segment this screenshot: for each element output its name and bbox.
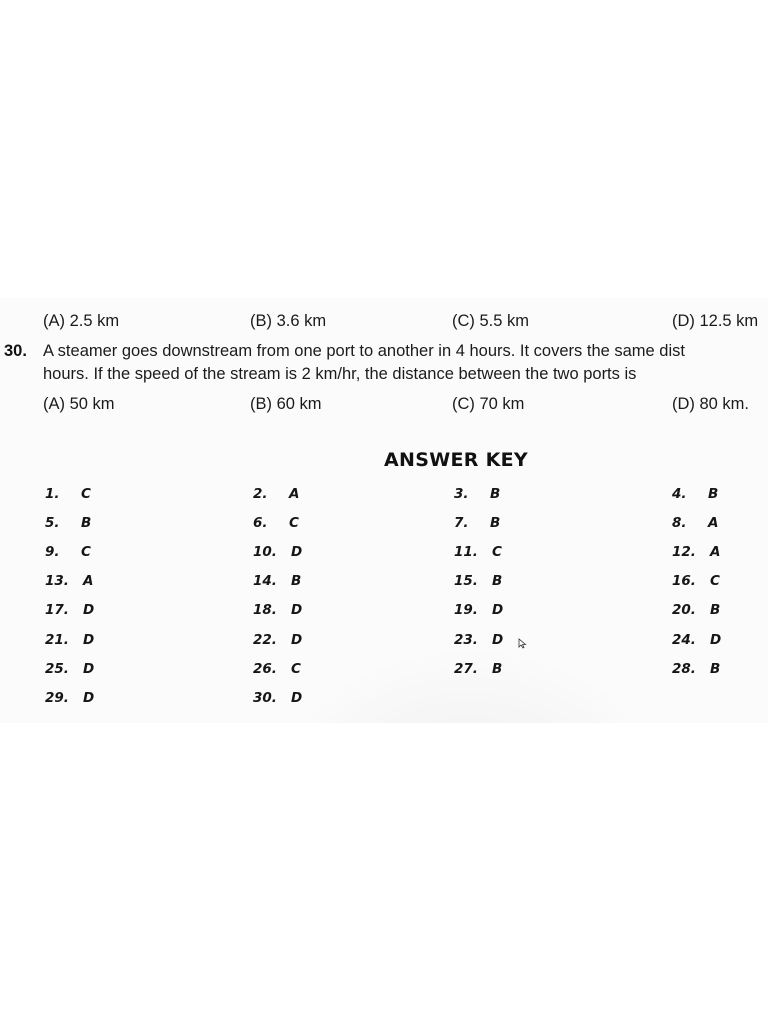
q29-option-b: (B) 3.6 km	[250, 312, 327, 330]
answer-letter: B	[492, 660, 503, 677]
answer-key-item	[454, 632, 503, 648]
answer-number: 25.	[45, 660, 69, 677]
answer-key-item	[454, 573, 502, 589]
answer-key-item	[253, 632, 302, 648]
answer-key-item	[253, 544, 302, 560]
q30-option-a: (A) 50 km	[43, 395, 115, 413]
answer-number: 10.	[253, 544, 277, 561]
answer-letter: D	[83, 689, 95, 706]
scanned-document	[0, 298, 768, 723]
answer-key-item	[45, 661, 94, 677]
answer-letter: A	[83, 573, 94, 590]
mouse-cursor-icon	[518, 638, 527, 649]
answer-number: 3.	[454, 486, 469, 502]
answer-number: 24.	[672, 631, 696, 648]
q30-text-line1: A steamer goes downstream from one port to another in 4 hours. It covers the same dist	[43, 342, 685, 360]
answer-letter: D	[291, 602, 303, 619]
answer-key-item	[454, 661, 502, 677]
answer-number: 22.	[253, 631, 277, 648]
answer-number: 30.	[253, 689, 277, 706]
answer-letter: C	[492, 544, 502, 561]
answer-letter: B	[291, 573, 302, 590]
q29-option-a: (A) 2.5 km	[43, 312, 120, 330]
answer-key-item	[253, 690, 302, 706]
q29-option-c: (C) 5.5 km	[452, 312, 530, 330]
answer-number: 16.	[672, 573, 696, 590]
answer-key-item	[45, 602, 94, 618]
answer-number: 23.	[454, 631, 478, 648]
answer-number: 5.	[45, 515, 60, 532]
answer-letter: D	[83, 631, 95, 648]
answer-key-item	[672, 661, 720, 677]
answer-key-title: ANSWER KEY	[384, 449, 528, 471]
answer-key-item	[45, 632, 94, 648]
answer-key-item	[253, 602, 302, 618]
answer-key-item	[45, 486, 91, 502]
answer-number: 8.	[672, 515, 687, 532]
answer-key-item	[672, 632, 721, 648]
answer-letter: A	[710, 544, 721, 561]
answer-number: 18.	[253, 602, 277, 619]
answer-number: 9.	[45, 544, 60, 561]
answer-letter: C	[291, 660, 301, 677]
q30-text-line2: hours. If the speed of the stream is 2 km/hr, the distance between the two ports is	[43, 365, 637, 383]
answer-number: 2.	[253, 486, 268, 502]
answer-key-item	[454, 515, 500, 531]
answer-key-item	[45, 515, 91, 531]
answer-letter: A	[708, 515, 719, 532]
q30-option-c: (C) 70 km	[452, 395, 525, 413]
answer-letter: D	[492, 631, 504, 648]
answer-key-item	[672, 573, 720, 589]
answer-key-item	[253, 573, 301, 589]
answer-letter: C	[289, 515, 299, 532]
answer-key-item	[253, 486, 299, 502]
answer-letter: B	[490, 515, 501, 532]
answer-number: 7.	[454, 515, 469, 532]
answer-letter: D	[83, 660, 95, 677]
answer-key-item	[253, 515, 299, 531]
answer-letter: D	[83, 602, 95, 619]
answer-letter: D	[492, 602, 504, 619]
answer-letter: A	[289, 486, 300, 502]
answer-key-item	[45, 690, 94, 706]
answer-key-item	[672, 602, 720, 618]
answer-letter: C	[81, 544, 91, 561]
answer-number: 19.	[454, 602, 478, 619]
answer-key-item	[672, 486, 718, 502]
answer-key-item	[454, 544, 502, 560]
answer-letter: B	[81, 515, 92, 532]
answer-letter: D	[291, 544, 303, 561]
answer-letter: D	[710, 631, 722, 648]
answer-letter: D	[291, 689, 303, 706]
answer-letter: C	[81, 486, 91, 502]
q30-number: 30.	[4, 342, 27, 360]
answer-key-item	[672, 544, 720, 560]
answer-key-item	[253, 661, 301, 677]
answer-letter: B	[710, 660, 721, 677]
answer-number: 6.	[253, 515, 268, 532]
answer-key-item	[672, 515, 718, 531]
q29-option-d: (D) 12.5 km	[672, 312, 759, 330]
answer-number: 27.	[454, 660, 478, 677]
answer-number: 4.	[672, 486, 687, 502]
answer-letter: D	[291, 631, 303, 648]
answer-number: 28.	[672, 660, 696, 677]
answer-key-item	[45, 544, 91, 560]
answer-key-item	[454, 602, 503, 618]
answer-number: 20.	[672, 602, 696, 619]
answer-number: 26.	[253, 660, 277, 677]
answer-number: 15.	[454, 573, 478, 590]
answer-number: 11.	[454, 544, 478, 561]
q30-option-b: (B) 60 km	[250, 395, 322, 413]
answer-number: 17.	[45, 602, 69, 619]
answer-number: 29.	[45, 689, 69, 706]
answer-letter: B	[710, 602, 721, 619]
answer-letter: B	[490, 486, 501, 502]
answer-letter: B	[492, 573, 503, 590]
answer-number: 1.	[45, 486, 60, 502]
answer-number: 12.	[672, 544, 696, 561]
answer-letter: C	[710, 573, 720, 590]
q30-option-d: (D) 80 km.	[672, 395, 750, 413]
answer-number: 13.	[45, 573, 69, 590]
answer-number: 14.	[253, 573, 277, 590]
answer-key-item	[454, 486, 500, 502]
answer-letter: B	[708, 486, 719, 502]
answer-key-item	[45, 573, 93, 589]
answer-number: 21.	[45, 631, 69, 648]
